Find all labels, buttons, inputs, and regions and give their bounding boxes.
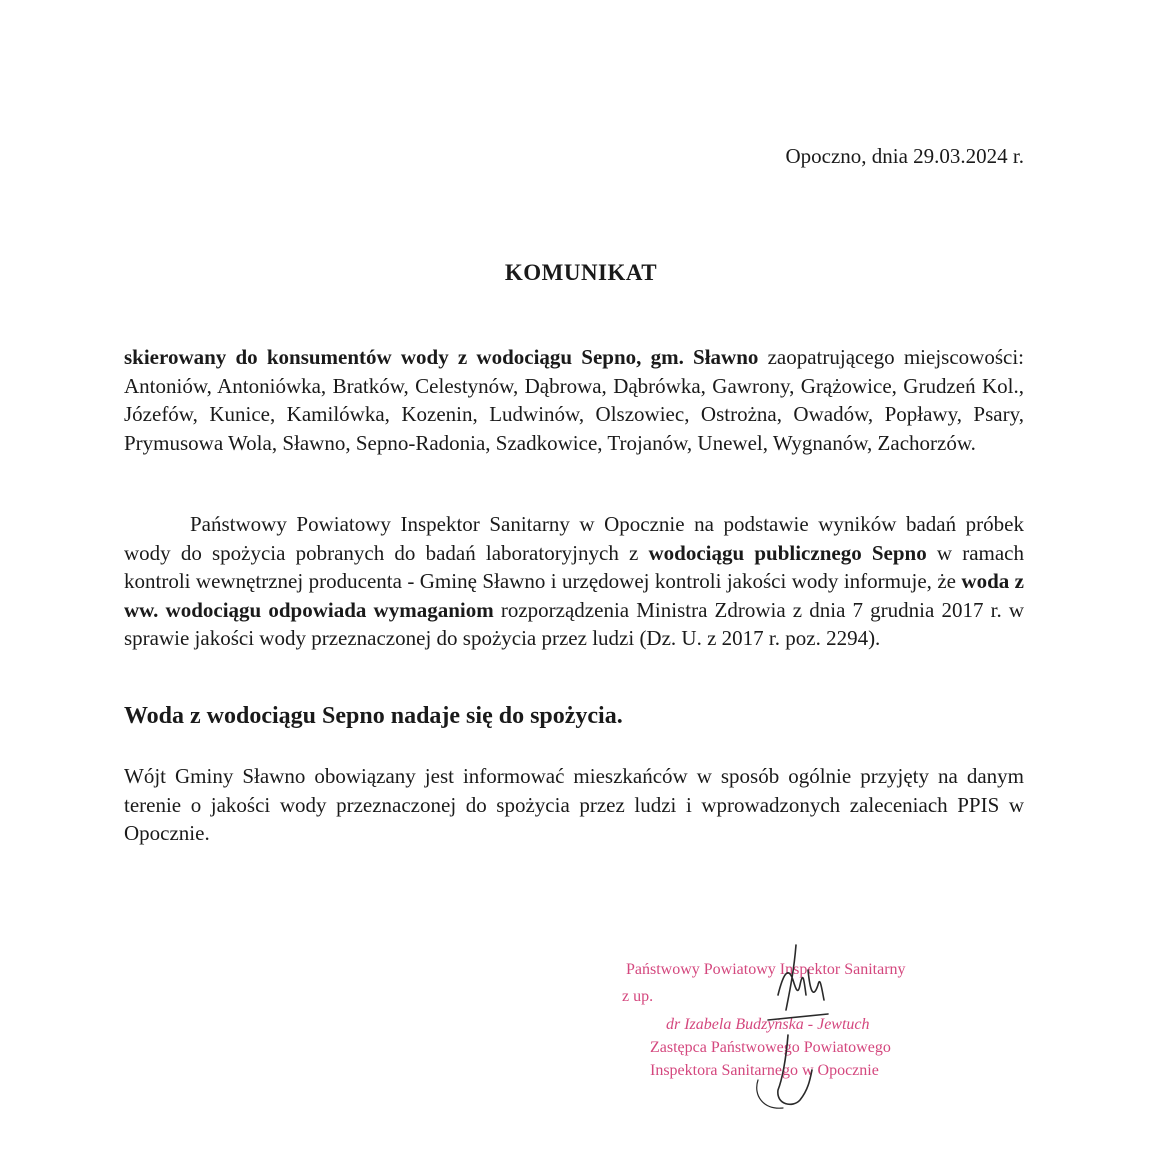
date-line: Opoczno, dnia 29.03.2024 r. [785,144,1024,168]
stamp-line-4: Zastępca Państwowego Powiatowego [650,1039,891,1056]
addressee-localities: zaopatrującego miejscowości: Antoniów, Antoniówka, Bratków, Celestynów, Dąbrowa, Dąbrówka, Gawrony, Grążowice, Grudzeń Kol., Józefów, Kunice, Kamilówka, Kozenin, Ludwinów, Olszowiec, Ostrożna, Owadów, Popławy, Psary, Prymusowa Wola, Sławno, Sepno-Radonia, Szadkowice, Trojanów, Unewel, Wygnanów, Zachorzów. [124,345,1024,455]
conclusion-headline: Woda z wodociągu Sepno nadaje się do spożycia. [124,703,623,729]
addressee-paragraph [124,343,1024,457]
obligation-paragraph: Wójt Gminy Sławno obowiązany jest informować mieszkańców w sposób ogólnie przyjęty na danym terenie o jakości wody przeznaczonej do spożycia przez ludzi i wprowadzonych zaleceniach PPIS w Opocznie. [124,764,1024,846]
inspection-text-3: rozporządzenia Ministra Zdrowia z dnia 7 grudnia 2017 r. w sprawie jakości wody przeznaczonej do spożycia przez ludzi (Dz. U. z 2017 r. poz. 2294). [124,597,1024,651]
inspection-text-1: Państwowy Powiatowy Inspektor Sanitarny w Opocznie na podstawie wyników badań próbek wody do spożycia pobranych do badań laboratoryjnych z [124,512,1024,565]
inspection-bold-1: wodociągu publicznego Sepno [648,540,927,565]
inspection-text-2: w ramach kontroli wewnętrznej producenta - Gminę Sławno i urzędowej kontroli jakości wody informuje, że [124,540,1024,594]
handwritten-signature [738,940,848,1115]
stamp-line-1: Państwowy Powiatowy Inspektor Sanitarny [626,961,906,978]
stamp-line-3: dr Izabela Budzyńska - Jewtuch [666,1016,870,1033]
addressee-bold-lead: skierowany do konsumentów wody z wodociągu Sepno, gm. Sławno [124,345,759,369]
inspection-bold-2: woda z ww. wodociągu odpowiada wymaganiom [124,569,1024,622]
stamp-line-5: Inspektora Sanitarnego w Opocznie [650,1062,879,1079]
inspection-paragraph [124,510,1024,653]
document-title: KOMUNIKAT [504,260,658,285]
stamp-line-2: z up. [622,988,654,1005]
